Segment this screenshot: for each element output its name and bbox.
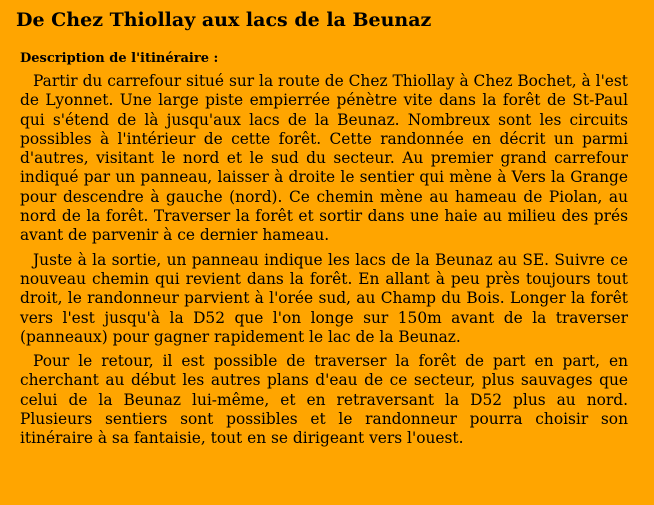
description-paragraph-3: Pour le retour, il est possible de traverser la forêt de part en part, en cherchant au début les autres plans d'eau de ce secteur, plus sauvages que celui de la Beunaz lui-même, et en retraversant la D52 plus au nord. Plusieurs sentiers sont possibles et le randonneur pourra choisir son itinéraire à sa fantaisie, tout en se dirigeant vers l'ouest. [20,352,628,448]
page-title: De Chez Thiollay aux lacs de la Beunaz [16,9,432,31]
description-paragraph-1: Partir du carrefour situé sur la route de Chez Thiollay à Chez Bochet, à l'est de Lyonnet. Une large piste empierrée pénètre vite dans la forêt de St-Paul qui s'étend de là jusqu'aux lacs de la Beunaz. Nombreux sont les circuits possibles à l'intérieur de cette forêt. Cette randonnée en décrit un parmi d'autres, visitant le nord et le sud du secteur. Au premier grand carrefour indiqué par un panneau, laisser à droite le sentier qui mène à Vers la Grange pour descendre à gauche (nord). Ce chemin mène au hameau de Piolan, au nord de la forêt. Traverser la forêt et sortir dans une haie au milieu des prés avant de parvenir à ce dernier hameau. [20,72,628,245]
section-label: Description de l'itinéraire : [20,51,219,66]
description-paragraph-2: Juste à la sortie, un panneau indique les lacs de la Beunaz au SE. Suivre ce nouveau chemin qui revient dans la forêt. En allant à peu près toujours tout droit, le randonneur parvient à l'orée sud, au Champ du Bois. Longer la forêt vers l'est jusqu'à la D52 que l'on longe sur 150m avant de la traverser (panneaux) pour gagner rapidement le lac de la Beunaz. [20,250,628,346]
